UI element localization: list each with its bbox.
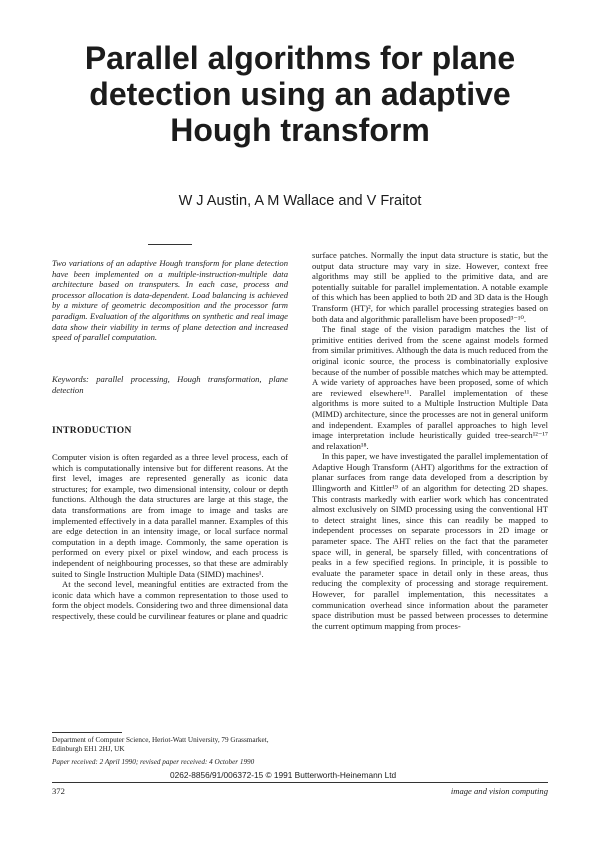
abstract-text: Two variations of an adaptive Hough transform for plane detection have been implemented on a multiple-instruction-multiple data architecture based on transputers. In each case, process and processor allocation is data-dependent. Load balancing is achieved by a mixture of geometric decomposition and the processor farm paradigm. Evaluation of the algorithms on synthetic and real image data show their viability in terms of plane detection and increased speed of parallel computation. <box>52 258 288 343</box>
paragraph: In this paper, we have investigated the parallel implementation of Adaptive Hough Transform (AHT) algorithms for the extraction of planar surfaces from range data developed from a description by Illingworth and Kittler¹⁹ of an algorithm for detecting 2D shapes. This contrasts markedly with earlier work which has concentrated almost exclusively on SIMD processing using the conventional HT to detect straight lines, since this can readily be mapped to independent processes on separate processors in 2D image or parameter space. The AHT relies on the fact that the parameter space will, in general, be sparsely filled, with concentrations of peaks in a few specified regions. In principle, it is possible to evaluate the parameter space in detail only in these areas, thus reducing the complexity of processing and storage requirement. However, for parallel implementation, this necessitates a communication overhead since information about the parameter space distribution must be passed between processes to determine the current optimum mapping from proces- <box>312 451 548 631</box>
paper-title: Parallel algorithms for plane detection using an adaptive Hough transform <box>84 40 516 148</box>
section-heading: INTRODUCTION <box>52 426 132 436</box>
affiliation: Department of Computer Science, Heriot-Watt University, 79 Grassmarket, Edinburgh EH1 2HJ, UK <box>52 736 269 753</box>
keywords-text: Keywords: parallel processing, Hough transformation, plane detection <box>52 374 288 395</box>
page-number: 372 <box>52 786 65 796</box>
author-list: W J Austin, A M Wallace and V Fraitot <box>178 193 422 209</box>
right-column <box>312 250 548 631</box>
keywords <box>52 374 288 395</box>
copyright-line: 0262-8856/91/006372-15 © 1991 Butterworth-Heinemann Ltd <box>170 770 397 780</box>
left-column <box>52 452 288 622</box>
abstract <box>52 258 288 343</box>
journal-name: image and vision computing <box>450 786 548 796</box>
divider <box>148 244 192 245</box>
footnote-divider <box>52 732 122 733</box>
received-dates: Paper received: 2 April 1990; revised paper received: 4 October 1990 <box>52 758 255 766</box>
footer-divider <box>52 782 548 783</box>
paragraph: surface patches. Normally the input data structure is static, but the output data structure may vary in size. However, context free algorithms may still be applied to the primitive data, and are potentially suitable for parallel implementation. A notable example of this which has been applied to both 2D and 3D data is the Hough Transform (HT)², for which parallel processing strategies based on both data and algorithmic parallelism have been proposed³⁻¹⁰. <box>312 250 548 324</box>
paragraph: At the second level, meaningful entities are extracted from the iconic data which have a common representation to those used to form the object models. Considering two and three dimensional data respectively, these could be curvilinear features or plane and quadric <box>52 579 288 621</box>
paragraph: Computer vision is often regarded as a three level process, each of which is computationally intensive but for different reasons. At the first level, images are represented generally as iconic data structures; for example, two dimensional intensity, colour or depth functions. Although the data structures are large at this stage, the data transformations are from image to image and tasks are implemented effectively in a data parallel manner. Examples of this are edge detection in an intensity image, or local surface normal computation in a depth image. Commonly, the same operation is performed on every pixel or pixel window, and each process is independent of neighbouring processes, so that these are admirably suited to Single Instruction Multiple Data (SIMD) machines¹. <box>52 452 288 579</box>
paragraph: The final stage of the vision paradigm matches the list of primitive entities derived from the scene against models formed from similar primitives. Although the data is much reduced from the original iconic source, the process is combinatorially explosive because of the number of possible matches which may be attempted. A wide variety of approaches have been proposed, some of which are reviewed elsewhere¹¹. Parallel implementation of these algorithms is more suited to a Multiple Instruction Multiple Data (MIMD) architecture, since the processes are not in general uniform and independent. Examples of parallel approaches to high level image interpretation include heuristically guided tree-search¹²⁻¹⁷ and relaxation¹⁸. <box>312 324 549 451</box>
